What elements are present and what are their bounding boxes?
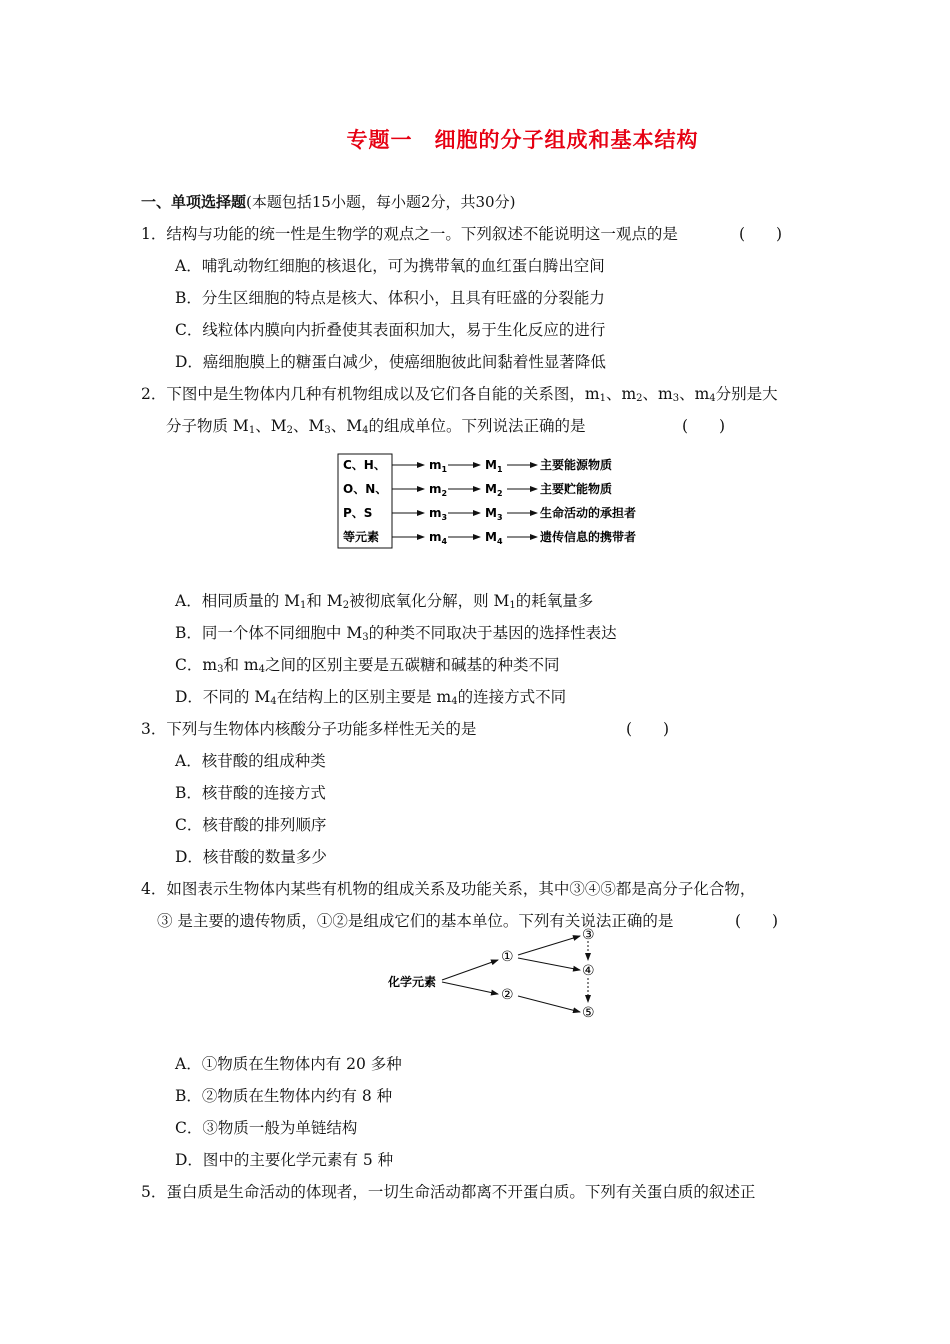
question-1-option-c: C．线粒体内膜向内折叠使其表面积加大，易于生化反应的进行 (175, 321, 606, 339)
question-2-option-b: B．同一个体不同细胞中 $M_3$的种类不同取决于基因的选择性表达 (175, 624, 617, 643)
question-5-stem: 5．蛋白质是生命活动的体现者，一切生命活动都离不开蛋白质。下列有关蛋白质的叙述正 (141, 1183, 756, 1201)
question-4-stem-line-1: 4．如图表示生物体内某些有机物的组成关系及功能关系，其中③④⑤都是高分子化合物， (141, 880, 756, 898)
question-3-option-a: A．核苷酸的组成种类 (175, 752, 326, 770)
question-1-answer-blank: ( ) (739, 225, 783, 243)
box-line-4: 等元素 (343, 530, 380, 544)
question-3-stem: 3．下列与生物体内核酸分子功能多样性无关的是 (141, 720, 477, 738)
section-label: 一、单项选择题 (141, 193, 247, 211)
arrow-2-to-5 (518, 996, 580, 1012)
question-1-option-a: A．哺乳动物红细胞的核退化，可为携带氧的血红蛋白腾出空间 (175, 257, 605, 275)
polymer-label-2: $M_2$ (485, 482, 503, 498)
question-4-option-b: B．②物质在生物体内约有 8 种 (175, 1087, 393, 1105)
section-note: (本题包括15小题，每小题2分，共30分) (246, 193, 516, 211)
question-1-option-b: B．分生区细胞的特点是核大、体积小，且具有旺盛的分裂能力 (175, 289, 605, 307)
question-2-option-d: D．不同的 $M_4$在结构上的区别主要是 $m_4$的连接方式不同 (175, 688, 567, 707)
question-4-figure (380, 928, 620, 1024)
source-label: 化学元素 (388, 975, 437, 989)
box-line-1: C、H、 (343, 458, 386, 472)
function-label-4: 遗传信息的携带者 (540, 530, 637, 544)
node-3: ③ (582, 928, 595, 943)
section-heading (141, 192, 515, 212)
arrow-source-to-1 (442, 960, 498, 980)
question-4-stem-line-2: ③ 是主要的遗传物质，①②是组成它们的基本单位。下列有关说法正确的是 (157, 912, 674, 930)
box-line-2: O、N、 (343, 482, 388, 496)
page-title: 专题一 细胞的分子组成和基本结构 (346, 128, 699, 152)
node-1: ① (501, 949, 514, 965)
question-2-figure (330, 450, 660, 552)
question-1-option-d: D．癌细胞膜上的糖蛋白减少，使癌细胞彼此间黏着性显著降低 (175, 353, 606, 371)
question-2-option-c: C．$m_3$和 $m_4$之间的区别主要是五碳糖和碱基的种类不同 (175, 656, 560, 675)
question-2-option-a: A．相同质量的 $M_1$和 $M_2$被彻底氧化分解，则 $M_1$的耗氧量多 (175, 592, 594, 611)
arrow-source-to-2 (442, 982, 498, 994)
monomer-label-3: $m_3$ (429, 506, 448, 522)
box-line-3: P、S (343, 506, 373, 520)
question-4-option-d: D．图中的主要化学元素有 5 种 (175, 1151, 394, 1169)
question-3-answer-blank: ( ) (626, 720, 670, 738)
question-3-option-c: C．核苷酸的排列顺序 (175, 816, 327, 834)
question-3-option-b: B．核苷酸的连接方式 (175, 784, 326, 802)
question-2-stem-line-2: 分子物质 $M_1$、$M_2$、$M_3$、$M_4$的组成单位。下列说法正确的是 (166, 417, 586, 436)
arrow-1-to-3 (518, 936, 580, 955)
question-2-stem-line-1: 2．下图中是生物体内几种有机物组成以及它们各自能的关系图，$m_1$、$m_2$、$m_3$、$m_4$分别是大 (141, 385, 778, 404)
function-label-2: 主要贮能物质 (540, 482, 613, 496)
node-2: ② (501, 987, 514, 1003)
question-4-option-c: C．③物质一般为单链结构 (175, 1119, 358, 1137)
question-4-answer-blank: ( ) (735, 912, 779, 930)
polymer-label-1: $M_1$ (485, 458, 503, 474)
question-1-stem: 1．结构与功能的统一性是生物学的观点之一。下列叙述不能说明这一观点的是 (141, 225, 678, 243)
polymer-label-3: $M_3$ (485, 506, 503, 522)
monomer-label-2: $m_2$ (429, 482, 448, 498)
question-3-option-d: D．核苷酸的数量多少 (175, 848, 327, 866)
question-4-option-a: A．①物质在生物体内有 20 多种 (175, 1055, 402, 1073)
question-2-answer-blank: ( ) (682, 417, 726, 435)
function-label-1: 主要能源物质 (540, 458, 613, 472)
monomer-label-1: $m_1$ (429, 458, 448, 474)
monomer-label-4: $m_4$ (429, 530, 448, 546)
node-5: ⑤ (582, 1005, 595, 1021)
arrow-1-to-4 (518, 958, 580, 970)
function-label-3: 生命活动的承担者 (540, 506, 637, 520)
polymer-label-4: $M_4$ (485, 530, 503, 546)
node-4: ④ (582, 963, 595, 979)
